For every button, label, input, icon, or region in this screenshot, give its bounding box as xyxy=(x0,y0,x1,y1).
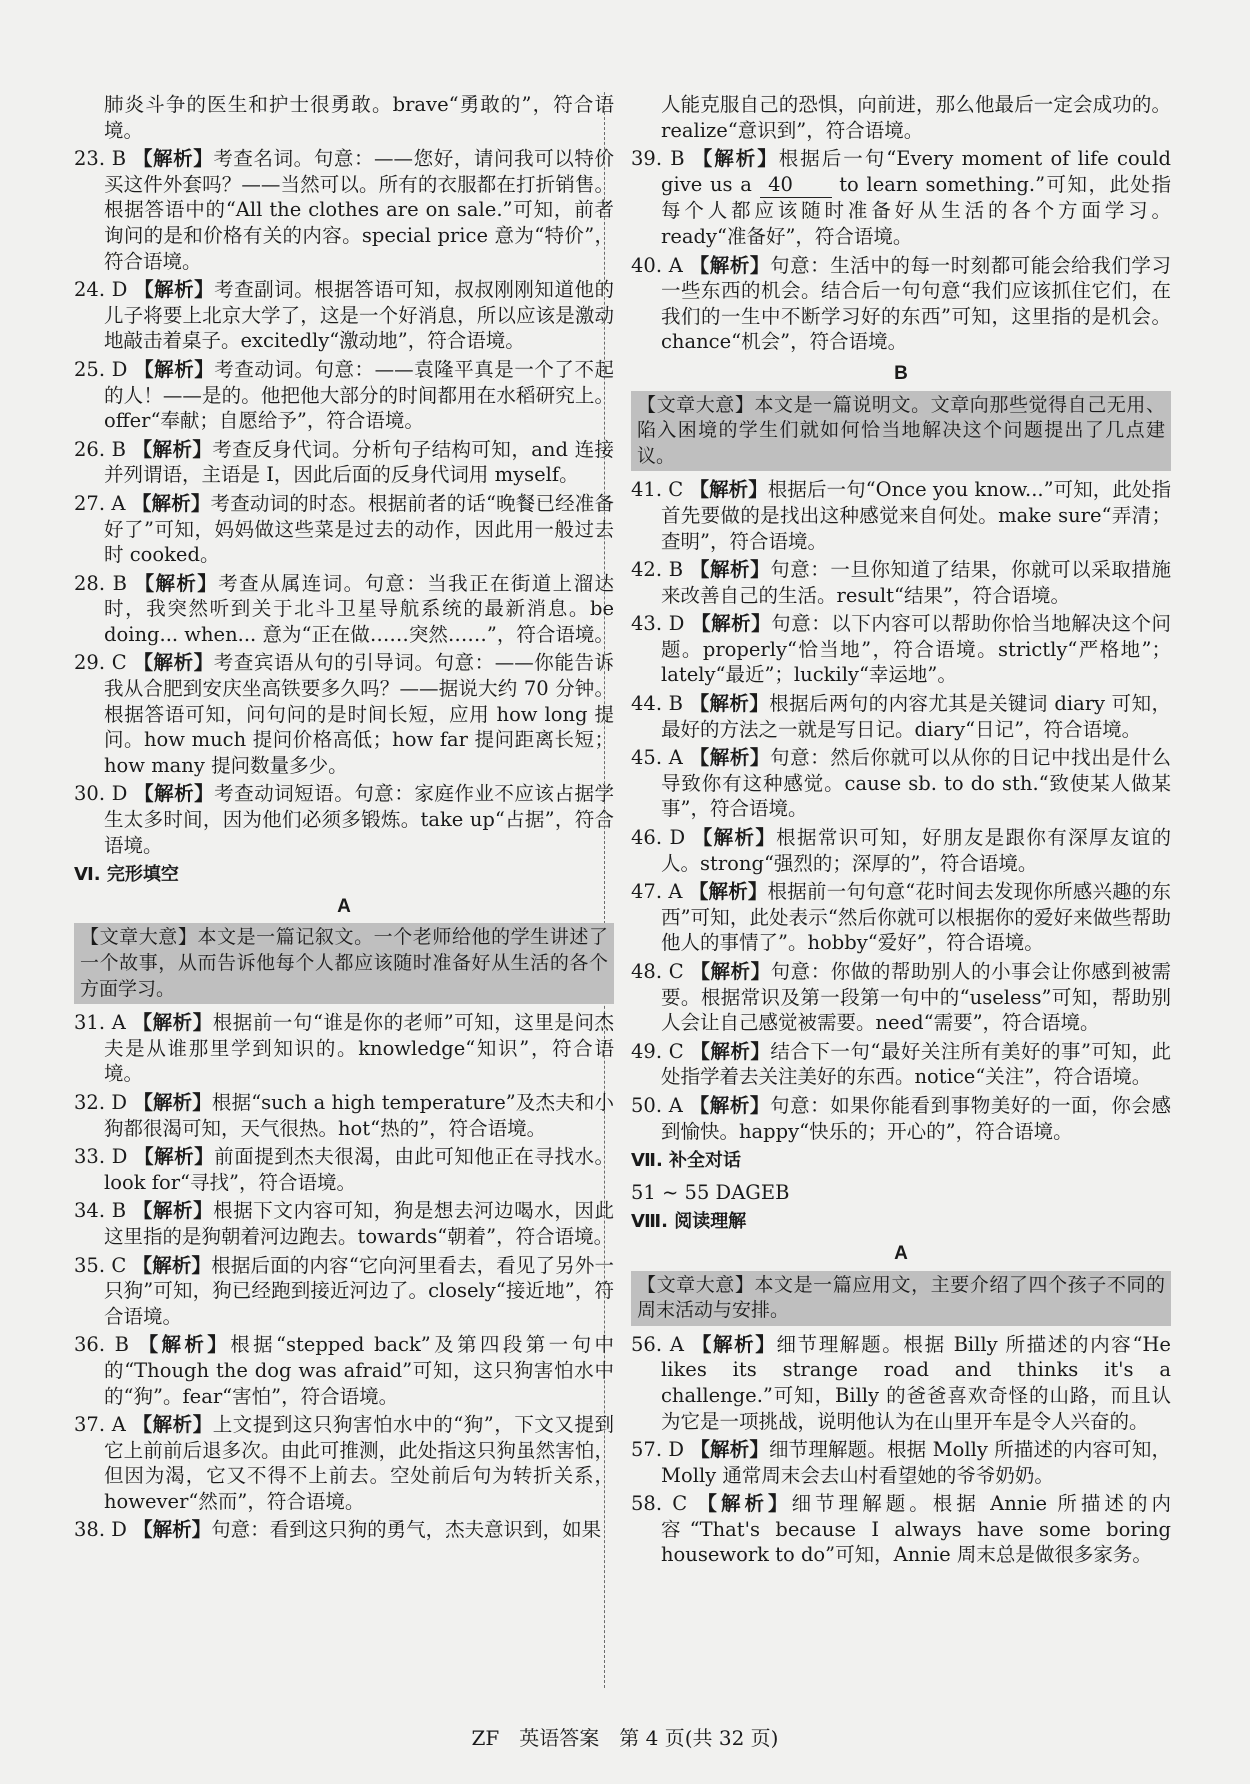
answer-number: 24. D xyxy=(74,278,128,302)
answer-number: 57. D xyxy=(631,1438,685,1462)
answer-number: 49. C xyxy=(631,1039,684,1063)
answer-item-40 xyxy=(631,253,1171,355)
page-footer: ZF 英语答案 第 4 页(共 32 页) xyxy=(471,1726,779,1750)
answer-text: 句意：你做的帮助别人的小事会让你感到被需要。根据常识及第一段第一句中的“useless”可知，帮助别人会让自己感觉被需要。need“需要”，符合语境。 xyxy=(661,960,1171,1035)
answer-text: 句意：看到这只狗的勇气，杰夫意识到，如果 xyxy=(211,1518,602,1542)
answer-list-cloze xyxy=(74,1010,614,1543)
answer-text: 根据常识可知，好朋友是跟你有深厚友谊的人。strong“强烈的；深厚的”，符合语境。 xyxy=(661,826,1171,875)
answer-number: 26. B xyxy=(74,437,126,461)
analysis-tag: 【解析】 xyxy=(131,491,211,515)
summary-box-a: 【文章大意】本文是一篇记叙文。一个老师给他的学生讲述了一个故事，从而告诉他每个人都应该随时准备好从生活的各个方面学习。 xyxy=(74,923,614,1004)
answer-number: 38. D xyxy=(74,1518,127,1542)
analysis-tag: 【解析】 xyxy=(689,253,770,277)
answer-item xyxy=(74,437,614,488)
analysis-tag: 【解析】 xyxy=(134,357,215,381)
answer-number: 39. B xyxy=(631,147,685,171)
analysis-tag: 【解析】 xyxy=(132,1011,213,1035)
analysis-tag: 【解析】 xyxy=(692,826,777,850)
answer-item xyxy=(74,357,614,434)
answer-item xyxy=(74,1144,614,1195)
blank-number: 40 xyxy=(760,172,832,199)
answer-text: 考查动词短语。句意：家庭作业不应该占据学生太多时间，因为他们必须多锻炼。take up“占据”，符合语境。 xyxy=(104,782,614,857)
answer-item-39 xyxy=(631,146,1171,249)
answer-number: 33. D xyxy=(74,1145,128,1169)
answer-item xyxy=(74,1198,614,1249)
answer-item xyxy=(631,477,1171,554)
answer-item xyxy=(631,1039,1171,1090)
answer-text: 考查从属连词。句意：当我正在街道上溜达时，我突然听到关于北斗卫星导航系统的最新消息。be doing... when... 意为“正在做……突然……”，符合语境。 xyxy=(104,571,614,646)
answer-text-pre: 根据后一句“Every moment of life could give us a xyxy=(661,147,1171,196)
answer-item xyxy=(74,1332,614,1409)
answer-item xyxy=(631,1093,1171,1144)
analysis-tag: 【解析】 xyxy=(689,558,771,582)
continued-paragraph-38: 人能克服自己的恐惧，向前进，那么他最后一定会成功的。realize“意识到”，符合语境。 xyxy=(661,93,1171,142)
summary-box-b: 【文章大意】本文是一篇说明文。文章向那些觉得自己无用、陷入困境的学生们就如何恰当地解决这个问题提出了几点建议。 xyxy=(631,391,1171,472)
answer-text: 根据“such a high temperature”及杰夫和小狗都很渴可知，天气很热。hot“热的”，符合语境。 xyxy=(104,1090,614,1140)
analysis-tag: 【解析】 xyxy=(138,1333,231,1357)
answer-item xyxy=(631,1491,1171,1568)
answer-text: 根据“stepped back”及第四段第一句中的“Though the dog was afraid”可知，这只狗害怕水中的“狗”。fear“害怕”，符合语境。 xyxy=(104,1333,614,1408)
analysis-tag: 【解析】 xyxy=(691,612,772,636)
answer-text: 句意：然后你就可以从你的日记中找出是什么导致你有这种感觉。cause sb. to do sth.“致使某人做某事”，符合语境。 xyxy=(661,746,1171,821)
answer-text: 句意：以下内容可以帮助你恰当地解决这个问题。properly“恰当地”，符合语境。strictly“严格地”；lately“最近”；luckily“幸运地”。 xyxy=(661,612,1171,687)
analysis-tag: 【解析】 xyxy=(134,571,219,595)
answer-item xyxy=(74,1412,614,1514)
answer-number: 47. A xyxy=(631,880,683,904)
answer-text: 上文提到这只狗害怕水中的“狗”，下文又提到它上前前后退多次。由此可推测，此处指这只狗虽然害怕，但因为渴，它又不得不上前去。空处前后句为转折关系，however“然而”，符合语境。 xyxy=(104,1413,614,1513)
answer-number: 36. B xyxy=(74,1333,129,1357)
analysis-tag: 【解析】 xyxy=(689,692,770,716)
answer-item xyxy=(631,691,1171,742)
analysis-tag: 【解析】 xyxy=(691,1332,777,1356)
answer-list-reading xyxy=(631,1332,1171,1568)
answer-text: 前面提到杰夫很渴，由此可知他正在寻找水。look for“寻找”，符合语境。 xyxy=(104,1145,614,1194)
part-label-reading-a: A xyxy=(894,1242,908,1264)
answer-number: 40. A xyxy=(631,253,683,277)
analysis-tag: 【解析】 xyxy=(688,880,768,904)
answer-item xyxy=(631,825,1171,876)
analysis-tag: 【解析】 xyxy=(132,1199,214,1223)
answer-item xyxy=(631,557,1171,608)
analysis-tag: 【解析】 xyxy=(133,651,214,675)
answer-number: 29. C xyxy=(74,651,127,675)
analysis-tag: 【解析】 xyxy=(697,1492,792,1516)
analysis-tag: 【解析】 xyxy=(132,437,213,461)
answer-text: 根据下文内容可知，狗是想去河边喝水，因此这里指的是狗朝着河边跑去。towards“朝着”，符合语境。 xyxy=(104,1199,614,1248)
answer-number: 43. D xyxy=(631,612,685,636)
answer-number: 23. B xyxy=(74,147,127,171)
continued-paragraph: 肺炎斗争的医生和护士很勇敢。brave“勇敢的”，符合语境。 xyxy=(104,93,614,142)
answer-item xyxy=(74,146,614,274)
answer-number: 46. D xyxy=(631,826,686,850)
answer-number: 28. B xyxy=(74,571,127,595)
answer-text: 结合下一句“最好关注所有美好的事”可知，此处指学着去关注美好的东西。notice“关注”，符合语境。 xyxy=(661,1039,1171,1089)
analysis-tag: 【解析】 xyxy=(692,147,779,171)
analysis-tag: 【解析】 xyxy=(134,1145,215,1169)
answer-text: 细节理解题。根据 Molly 所描述的内容可知，Molly 通常周末会去山村看望她的爷爷奶奶。 xyxy=(661,1438,1171,1487)
section-heading-reading: Ⅷ. 阅读理解 xyxy=(631,1211,747,1233)
answer-text: 考查宾语从句的引导词。句意：——你能告诉我从合肥到安庆坐高铁要多久吗？——据说大约 70 分钟。根据答语可知，问句问的是时间长短，应用 how long 提问。how much 提问价格高低；how far 提问距离长短；how many 提问数量多少。 xyxy=(104,651,614,777)
answer-number: 42. B xyxy=(631,558,684,582)
right-column xyxy=(631,92,1171,1571)
answer-item xyxy=(631,611,1171,688)
answer-list-cloze-b xyxy=(631,477,1171,1144)
answer-item xyxy=(631,1332,1171,1434)
analysis-tag: 【解析】 xyxy=(134,278,215,302)
answer-item xyxy=(631,1437,1171,1488)
answer-text: 细节理解题。根据 Annie 所描述的内容“That's because I always have some boring housework to do”可知，Annie 周末总是做很多家务。 xyxy=(661,1492,1171,1567)
analysis-tag: 【解析】 xyxy=(132,1413,213,1437)
answer-number: 30. D xyxy=(74,782,128,806)
analysis-tag: 【解析】 xyxy=(134,782,215,806)
part-label-b: B xyxy=(894,362,908,384)
analysis-tag: 【解析】 xyxy=(690,1039,771,1063)
answer-text: 根据后一句“Once you know...”可知，此处指首先要做的是找出这种感觉来自何处。make sure“弄清；查明”，符合语境。 xyxy=(661,478,1171,553)
answer-list-grammar xyxy=(74,146,614,858)
section-heading-cloze: Ⅵ. 完形填空 xyxy=(74,864,179,886)
answer-number: 37. A xyxy=(74,1413,126,1437)
answer-text: 考查动词。句意：——袁隆平真是一个了不起的人！——是的。他把他大部分的时间都用在水稻研究上。offer“奉献；自愿给予”，符合语境。 xyxy=(104,357,614,433)
answer-number: 34. B xyxy=(74,1199,127,1223)
answer-text: 句意：生活中的每一时刻都可能会给我们学习一些东西的机会。结合后一句句意“我们应该抓住它们，在我们的一生中不断学习好的东西”可知，这里指的是机会。chance“机会”，符合语境。 xyxy=(661,253,1171,354)
analysis-tag: 【解析】 xyxy=(133,1518,212,1542)
answer-item xyxy=(74,571,614,648)
part-label-a: A xyxy=(337,895,351,917)
analysis-tag: 【解析】 xyxy=(689,478,768,502)
left-column xyxy=(74,92,614,1546)
answer-text: 考查动词的时态。根据前者的话“晚餐已经准备好了”可知，妈妈做这些菜是过去的动作，因此用一般过去时 cooked。 xyxy=(104,491,614,567)
answer-text: 句意：如果你能看到事物美好的一面，你会感到愉快。happy“快乐的；开心的”，符合语境。 xyxy=(661,1093,1171,1143)
answer-number: 27. A xyxy=(74,491,126,515)
answer-item xyxy=(74,1253,614,1330)
answer-text: 根据前一句“谁是你的老师”可知，这里是问杰夫是从谁那里学到知识的。knowledge“知识”，符合语境。 xyxy=(104,1011,614,1086)
analysis-tag: 【解析】 xyxy=(132,1253,212,1277)
analysis-tag: 【解析】 xyxy=(689,1093,770,1117)
analysis-tag: 【解析】 xyxy=(132,147,214,171)
answer-item xyxy=(74,650,614,778)
answer-text: 根据后两句的内容尤其是关键词 diary 可知，最好的方法之一就是写日记。diary“日记”，符合语境。 xyxy=(661,692,1171,741)
answer-number: 48. C xyxy=(631,960,684,983)
answer-number: 25. D xyxy=(74,357,128,381)
answer-item xyxy=(74,1010,614,1087)
answer-text: 根据后面的内容“它向河里看去，看见了另外一只狗”可知，狗已经跑到接近河边了。closely“接近地”，符合语境。 xyxy=(104,1253,614,1328)
answer-text: 考查副词。根据答语可知，叔叔刚刚知道他的儿子将要上北京大学了，这是一个好消息，所以应该是激动地敲击着桌子。excitedly“激动地”，符合语境。 xyxy=(104,278,614,353)
answer-item xyxy=(74,781,614,858)
answer-item xyxy=(631,879,1171,956)
answer-item xyxy=(74,1517,614,1543)
answer-number: 44. B xyxy=(631,692,683,716)
answer-number: 58. C xyxy=(631,1492,688,1516)
analysis-tag: 【解析】 xyxy=(690,960,771,983)
answer-item xyxy=(74,491,614,568)
answer-item xyxy=(631,745,1171,822)
answer-number: 32. D xyxy=(74,1090,127,1114)
answer-text: 考查反身代词。分析句子结构可知，and 连接并列谓语，主语是 I，因此后面的反身代词用 myself。 xyxy=(104,437,614,487)
dialogue-answers: 51 ~ 55 DAGEB xyxy=(631,1180,790,1204)
answer-number: 31. A xyxy=(74,1011,126,1035)
answer-text: 考查名词。句意：——您好，请问我可以特价买这件外套吗？——当然可以。所有的衣服都在打折销售。根据答语中的“All the clothes are on sale.”可知，前者询问的是和价格有关的内容。special price 意为“特价”，符合语境。 xyxy=(104,147,614,273)
analysis-tag: 【解析】 xyxy=(133,1090,212,1114)
answer-item xyxy=(74,1090,614,1141)
answer-text: 句意：一旦你知道了结果，你就可以采取措施来改善自己的生活。result“结果”，符合语境。 xyxy=(661,558,1171,607)
answer-text: 根据前一句句意“花时间去发现你所感兴趣的东西”可知，此处表示“然后你就可以根据你的爱好来做些帮助他人的事情了”。hobby“爱好”，符合语境。 xyxy=(661,880,1171,955)
analysis-tag: 【解析】 xyxy=(689,746,770,770)
analysis-tag: 【解析】 xyxy=(690,1438,770,1462)
answer-item xyxy=(631,959,1171,1036)
answer-number: 35. C xyxy=(74,1253,127,1277)
summary-box-reading: 【文章大意】本文是一篇应用文，主要介绍了四个孩子不同的周末活动与安排。 xyxy=(631,1271,1171,1326)
answer-number: 50. A xyxy=(631,1093,683,1117)
answer-number: 41. C xyxy=(631,478,684,502)
answer-item xyxy=(74,277,614,354)
answer-number: 45. A xyxy=(631,746,683,770)
section-heading-dialogue: Ⅶ. 补全对话 xyxy=(631,1150,742,1172)
answer-text: 细节理解题。根据 Billy 所描述的内容“He likes its strange road and thinks it's a challenge.”可知，Billy 的爸爸喜欢奇怪的山路，而且认为它是一项挑战，说明他认为在山里开车是令人兴奋的。 xyxy=(661,1332,1171,1433)
answer-text-post: to learn something.”可知，此处指每个人都应该随时准备好从生活的各个方面学习。ready“准备好”，符合语境。 xyxy=(661,172,1171,248)
answer-number: 56. A xyxy=(631,1332,684,1356)
